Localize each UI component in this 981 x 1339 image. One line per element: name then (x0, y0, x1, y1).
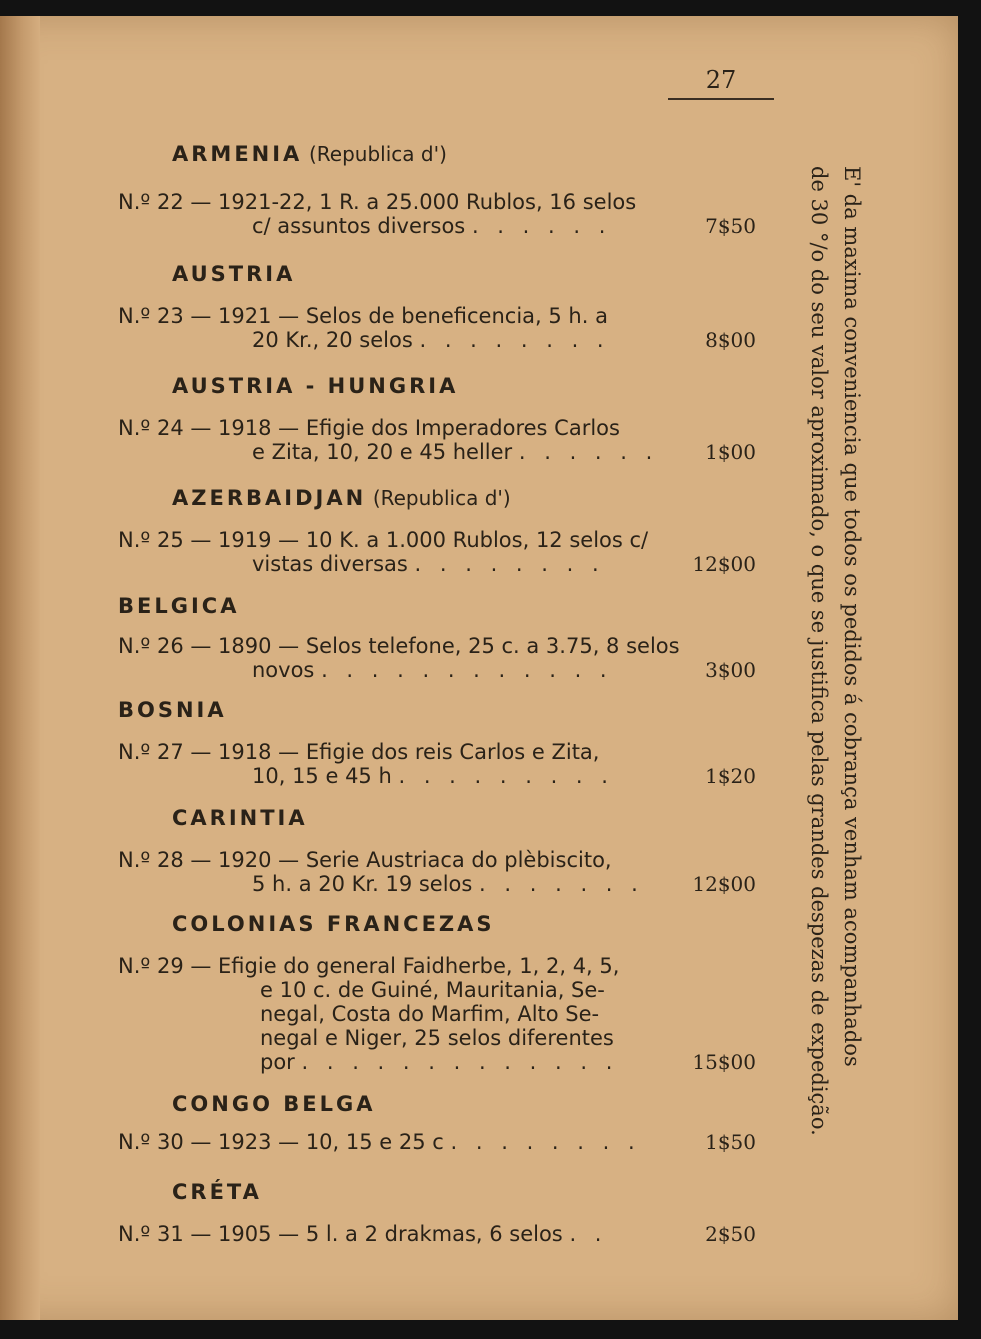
heading-creta (172, 1180, 262, 1204)
book-gutter (0, 16, 40, 1320)
entry-31-price: 2$50 (705, 1222, 756, 1246)
leader-dots: . . . . . . (518, 440, 659, 464)
heading-name: AUSTRIA (172, 262, 296, 286)
heading-belgica (118, 594, 239, 618)
entry-30-desc: N.º 30 — 1923 — 10, 15 e 25 c (118, 1130, 444, 1154)
heading-subtitle: (Republica d') (372, 486, 511, 510)
entry-23-desc: 20 Kr., 20 selos (252, 328, 413, 352)
entry-29-line5 (260, 1050, 618, 1074)
leader-dots: . . . . . . . . (414, 552, 605, 576)
entry-25-price: 12$00 (692, 552, 756, 576)
heading-name: AZERBAIDJAN (172, 486, 367, 510)
side-note (798, 166, 868, 1246)
entry-24-line1: N.º 24 — 1918 — Efigie dos Imperadores Carlos (118, 416, 620, 440)
heading-name: ARMENIA (172, 142, 303, 166)
heading-name: BOSNIA (118, 698, 227, 722)
entry-27-price: 1$20 (705, 764, 756, 788)
entry-22-price: 7$50 (705, 214, 756, 238)
heading-subtitle: (Republica d') (309, 142, 447, 166)
entry-27-line2 (252, 764, 614, 788)
entry-25-line2 (252, 552, 605, 576)
entry-28-price: 12$00 (692, 872, 756, 896)
entry-30-price: 1$50 (705, 1130, 756, 1154)
entry-26-desc: novos (252, 658, 315, 682)
entry-26-line1: N.º 26 — 1890 — Selos telefone, 25 c. a 3.75, 8 selos (118, 634, 680, 658)
heading-armenia (172, 142, 447, 166)
entry-26-price: 3$00 (705, 658, 756, 682)
leader-dots: . . . . . . . . . . . . (321, 658, 613, 682)
entry-31-line1 (118, 1222, 607, 1246)
heading-congo-belga (172, 1092, 375, 1116)
heading-austria (172, 262, 295, 286)
entry-24-line2 (252, 440, 658, 464)
entry-23-line2 (252, 328, 610, 352)
entry-25-desc: vistas diversas (252, 552, 408, 576)
entry-29-desc: por (260, 1050, 295, 1074)
entry-27-desc: 10, 15 e 45 h (252, 764, 392, 788)
entry-30-line1 (118, 1130, 641, 1154)
heading-name: BELGICA (118, 594, 240, 618)
entry-23-line1: N.º 23 — 1921 — Selos de beneficencia, 5 h. a (118, 304, 608, 328)
entry-29-line4: negal e Niger, 25 selos diferentes (260, 1026, 614, 1050)
leader-dots: . . . . . . . . (419, 328, 610, 352)
leader-dots: . . . . . . . . . (398, 764, 614, 788)
heading-name: AUSTRIA - HUNGRIA (172, 374, 459, 398)
leader-dots: . . (569, 1222, 608, 1246)
entry-27-line1: N.º 27 — 1918 — Efigie dos reis Carlos e Zita, (118, 740, 600, 764)
entry-22-desc: c/ assuntos diversos (252, 214, 466, 238)
heading-name: CRÉTA (172, 1180, 262, 1204)
entry-24-price: 1$00 (705, 440, 756, 464)
leader-dots: . . . . . . (471, 214, 612, 238)
heading-azerbaidjan (172, 486, 511, 510)
entry-29-line1: N.º 29 — Efigie do general Faidherbe, 1, 2, 4, 5, (118, 954, 620, 978)
heading-name: COLONIAS FRANCEZAS (172, 912, 495, 936)
leader-dots: . . . . . . . (479, 872, 644, 896)
heading-colonias-francezas (172, 912, 495, 936)
entry-22-line1: N.º 22 — 1921-22, 1 R. a 25.000 Rublos, 16 selos (118, 190, 637, 214)
side-note-line1: E' da maxima conveniencia que todos os pedidos á cobrança venham acompanhados (840, 166, 864, 1067)
entry-29-line2: e 10 c. de Guiné, Mauritania, Se- (260, 978, 605, 1002)
entry-28-line1: N.º 28 — 1920 — Serie Austriaca do plèbiscito, (118, 848, 612, 872)
heading-austria-hungria (172, 374, 458, 398)
heading-name: CONGO BELGA (172, 1092, 376, 1116)
entry-29-price: 15$00 (692, 1050, 756, 1074)
page-number: 27 (668, 66, 774, 100)
leader-dots: . . . . . . . . (450, 1130, 641, 1154)
catalog-page (0, 16, 958, 1320)
heading-bosnia (118, 698, 227, 722)
entry-28-desc: 5 h. a 20 Kr. 19 selos (252, 872, 473, 896)
side-note-line2: de 30 °/o do seu valor aproximado, o que se justifica pelas grandes despezas de expedição. (807, 166, 831, 1136)
entry-24-desc: e Zita, 10, 20 e 45 heller (252, 440, 513, 464)
leader-dots: . . . . . . . . . . . . . (301, 1050, 619, 1074)
entry-29-line3: negal, Costa do Marfim, Alto Se- (260, 1002, 600, 1026)
entry-22-line2 (252, 214, 611, 238)
entry-31-desc: N.º 31 — 1905 — 5 l. a 2 drakmas, 6 selos (118, 1222, 563, 1246)
entry-28-line2 (252, 872, 644, 896)
heading-name: CARINTIA (172, 806, 308, 830)
heading-carintia (172, 806, 308, 830)
entry-26-line2 (252, 658, 613, 682)
entry-25-line1: N.º 25 — 1919 — 10 K. a 1.000 Rublos, 12 selos c/ (118, 528, 649, 552)
entry-23-price: 8$00 (705, 328, 756, 352)
